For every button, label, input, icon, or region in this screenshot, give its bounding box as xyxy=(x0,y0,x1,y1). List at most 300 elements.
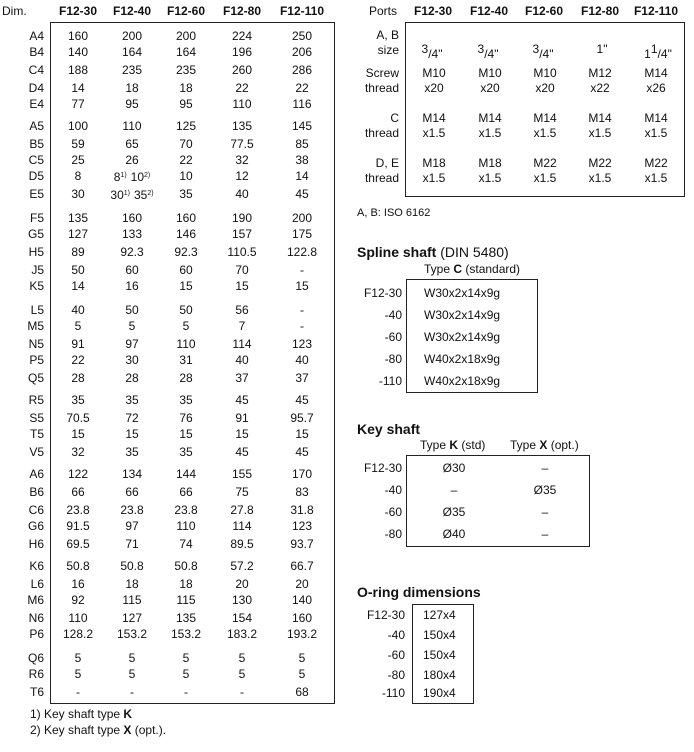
dim-cell: 8 xyxy=(74,169,82,183)
dim-cell: 35 xyxy=(125,445,139,459)
dim-cell: 92 xyxy=(71,593,85,607)
dim-row-h5 xyxy=(0,244,336,260)
dim-cell: 50.8 xyxy=(174,559,198,573)
dim-row-f5 xyxy=(0,210,336,226)
key-row-x: – xyxy=(541,461,549,475)
dim-row-b6 xyxy=(0,484,336,500)
ports-screw-f12-30-len: x20 xyxy=(424,81,444,95)
oring-row-value: 190x4 xyxy=(423,686,456,700)
dim-cell: 91.5 xyxy=(66,519,90,533)
dim-cell: 14 xyxy=(71,279,85,293)
dim-cell: 206 xyxy=(291,45,313,59)
dim-cell: 91 xyxy=(235,411,249,425)
dim-cell: 74 xyxy=(179,537,193,551)
ports-row-c-thread xyxy=(355,111,685,143)
dim-row-t5 xyxy=(0,426,336,442)
ports-c-f12-30: M14 xyxy=(422,111,446,125)
dim-cell: 122 xyxy=(67,467,89,481)
dim-col-f12-60: F12-60 xyxy=(166,4,206,18)
spline-row xyxy=(355,370,545,392)
dim-cell: 40 xyxy=(71,303,85,317)
key-row-label: -40 xyxy=(384,483,402,497)
ports-row-screw-thread xyxy=(355,66,685,98)
dim-cell: 140 xyxy=(291,593,313,607)
spline-row-value: W30x2x14x9g xyxy=(424,286,501,300)
dim-cell: 89 xyxy=(71,245,85,259)
dim-row-label: C5 xyxy=(28,153,44,167)
dim-cell: 160 xyxy=(67,29,89,43)
dim-cell-alt: 10 xyxy=(130,170,145,184)
ports-ab-label-1: A, B xyxy=(376,28,399,42)
key-head-x: Type X (opt.) xyxy=(510,438,579,452)
dim-cell: 15 xyxy=(235,279,249,293)
dim-cell: 75 xyxy=(235,485,249,499)
dim-cell: 5 xyxy=(74,319,82,333)
ports-c-label-1: C xyxy=(390,111,399,125)
dim-cell: 140 xyxy=(67,45,89,59)
ports-c-f12-80: M14 xyxy=(588,111,612,125)
dim-row-label: J5 xyxy=(31,263,44,277)
spline-row-value: W30x2x14x9g xyxy=(424,330,501,344)
dim-cell: 28 xyxy=(125,371,139,385)
ports-screw-f12-60-len: x20 xyxy=(535,81,555,95)
dim-cell: 69.5 xyxy=(66,537,90,551)
ports-screw-f12-80: M12 xyxy=(588,66,612,80)
ports-ab-label-2: size xyxy=(377,43,399,57)
dim-cell: 5 xyxy=(128,319,136,333)
dim-row-e4 xyxy=(0,96,336,112)
dim-cell xyxy=(106,186,158,203)
footnote-marker-2: 2) xyxy=(144,172,151,179)
dim-cell: 110 xyxy=(122,119,142,133)
dim-cell: 190 xyxy=(231,211,253,225)
ports-row-de-thread xyxy=(355,156,685,188)
dim-cell: 65 xyxy=(125,137,139,151)
ports-screw-f12-110: M14 xyxy=(644,66,668,80)
dim-cell: 153.2 xyxy=(170,627,202,641)
dim-row-d4 xyxy=(0,80,336,96)
dim-cell: 22 xyxy=(235,81,249,95)
dim-cell: 35 xyxy=(179,187,193,201)
key-title: Key shaft xyxy=(357,421,421,437)
dim-cell: 56 xyxy=(235,303,249,317)
ports-de-f12-30: M18 xyxy=(422,156,446,170)
dim-cell: 125 xyxy=(175,119,197,133)
dim-cell: 15 xyxy=(295,427,309,441)
dim-cell: 83 xyxy=(295,485,309,499)
oring-row-value: 150x4 xyxy=(423,648,456,662)
dim-cell: 71 xyxy=(125,537,139,551)
dim-cell: 50.8 xyxy=(120,559,144,573)
dim-cell: 5 xyxy=(182,667,190,681)
dim-cell: 25 xyxy=(71,153,85,167)
dim-cell: 57.2 xyxy=(230,559,254,573)
key-row-label: -80 xyxy=(384,527,402,541)
dim-cell: 133 xyxy=(121,227,143,241)
ports-de-f12-40: M18 xyxy=(478,156,502,170)
oring-row xyxy=(355,646,485,664)
ports-ab-size-f12-60: 3/4" xyxy=(532,42,554,61)
dim-row-label: H5 xyxy=(28,245,44,259)
dim-cell: 66 xyxy=(179,485,193,499)
oring-row-label: -40 xyxy=(387,628,405,642)
dim-cell: 30 xyxy=(71,187,85,201)
dim-col-f12-40: F12-40 xyxy=(112,4,152,18)
dim-cell: 100 xyxy=(67,119,89,133)
oring-row-label: -60 xyxy=(387,648,405,662)
key-row xyxy=(355,479,595,501)
ports-de-f12-60: M22 xyxy=(533,156,557,170)
dim-cell: 115 xyxy=(122,593,142,607)
dim-cell: 164 xyxy=(175,45,197,59)
dim-row-label: V5 xyxy=(29,445,44,459)
spline-row-label: -40 xyxy=(384,308,402,322)
oring-row-label: -80 xyxy=(387,668,405,682)
dim-cell: 200 xyxy=(175,29,197,43)
dim-cell: - xyxy=(300,319,304,333)
dim-cell: 40 xyxy=(235,353,249,367)
spline-row-value: W40x2x18x9g xyxy=(424,374,501,388)
dim-cell: 66 xyxy=(71,485,85,499)
ports-screw-label-1: Screw xyxy=(365,66,399,80)
dim-cell: 77.5 xyxy=(230,137,254,151)
dim-cell: 50 xyxy=(125,303,139,317)
dim-row-b4 xyxy=(0,44,336,60)
dim-cell: 160 xyxy=(291,611,313,625)
ports-c-f12-60: M14 xyxy=(533,111,557,125)
ports-c-f12-110-pitch: x1.5 xyxy=(644,126,668,140)
dim-cell: 35 xyxy=(125,393,139,407)
oring-row-label: -110 xyxy=(381,686,405,700)
key-row-x: – xyxy=(541,505,549,519)
dim-cell: 5 xyxy=(298,667,306,681)
dim-cell: 154 xyxy=(231,611,253,625)
dim-cell: 123 xyxy=(291,337,313,351)
ports-de-f12-80: M22 xyxy=(588,156,612,170)
dim-cell: 28 xyxy=(71,371,85,385)
dim-row-label: A4 xyxy=(29,29,44,43)
dim-cell: - xyxy=(300,263,304,277)
dim-cell: 115 xyxy=(176,593,196,607)
dim-cell: 23.8 xyxy=(66,503,90,517)
dim-cell: - xyxy=(76,685,80,699)
dim-cell: 7 xyxy=(238,319,246,333)
ports-de-f12-110: M22 xyxy=(644,156,668,170)
dim-cell: 50 xyxy=(71,263,85,277)
key-row-x: – xyxy=(541,527,549,541)
dim-cell: 28 xyxy=(179,371,193,385)
spline-subhead: Type C (standard) xyxy=(424,262,521,276)
dim-col-f12-30: F12-30 xyxy=(58,4,98,18)
dim-cell: 22 xyxy=(179,153,193,167)
dim-cell: - xyxy=(184,685,188,699)
dim-row-label: E4 xyxy=(29,97,44,111)
dim-row-label: R5 xyxy=(28,393,44,407)
ports-col-f12-30: F12-30 xyxy=(413,4,453,18)
dim-row-label: B6 xyxy=(29,485,44,499)
dim-cell: 70.5 xyxy=(66,411,90,425)
dim-row-label: P6 xyxy=(29,627,44,641)
oring-row xyxy=(355,606,485,624)
key-row-k: Ø35 xyxy=(442,505,466,519)
dim-cell: 130 xyxy=(231,593,253,607)
dim-cell xyxy=(106,168,158,185)
dim-cell: 72 xyxy=(125,411,139,425)
footnote-2: 2) Key shaft type X (opt.). xyxy=(30,723,167,737)
dim-cell: 60 xyxy=(125,263,139,277)
ports-screw-f12-80-len: x22 xyxy=(590,81,610,95)
key-row-label: F12-30 xyxy=(363,461,402,475)
dim-row-label: F5 xyxy=(29,211,44,225)
dim-cell: - xyxy=(130,685,134,699)
ports-de-f12-60-pitch: x1.5 xyxy=(533,171,557,185)
dim-cell: 5 xyxy=(128,667,136,681)
dim-row-label: T6 xyxy=(29,685,44,699)
dim-row-label: M5 xyxy=(27,319,44,333)
dim-row-r6 xyxy=(0,666,336,682)
dim-row-label: L6 xyxy=(30,577,44,591)
dim-cell: 35 xyxy=(179,393,193,407)
dim-cell: 110 xyxy=(176,337,196,351)
dim-cell: 45 xyxy=(235,445,249,459)
ports-c-f12-60-pitch: x1.5 xyxy=(533,126,557,140)
dim-cell: 16 xyxy=(71,577,85,591)
dim-cell: 10 xyxy=(179,169,193,183)
ports-screw-f12-110-len: x26 xyxy=(646,81,666,95)
ports-de-f12-40-pitch: x1.5 xyxy=(478,171,502,185)
dim-row-label: A6 xyxy=(29,467,44,481)
dim-cell: 50 xyxy=(179,303,193,317)
dim-cell: 66 xyxy=(125,485,139,499)
dim-cell: 110 xyxy=(68,611,88,625)
key-row-x: Ø35 xyxy=(533,483,557,497)
dim-cell: 40 xyxy=(295,353,309,367)
footnote-marker-2: 2) xyxy=(147,190,154,197)
dim-cell: 37 xyxy=(235,371,249,385)
dim-cell: 224 xyxy=(231,29,253,43)
dim-cell: 32 xyxy=(235,153,249,167)
dim-cell: 50.8 xyxy=(66,559,90,573)
ports-de-f12-110-pitch: x1.5 xyxy=(644,171,668,185)
dim-row-a5 xyxy=(0,118,336,134)
dim-row-c6 xyxy=(0,502,336,518)
dim-cell: 31 xyxy=(179,353,193,367)
dim-cell: 286 xyxy=(291,63,313,77)
dim-cell: 250 xyxy=(291,29,313,43)
dim-row-q6 xyxy=(0,650,336,666)
dim-cell: 134 xyxy=(121,467,143,481)
dim-cell: 5 xyxy=(298,651,306,665)
dim-row-label: D5 xyxy=(28,169,44,183)
dim-cell: 45 xyxy=(295,187,309,201)
dim-row-p6 xyxy=(0,626,336,642)
dimensions-header xyxy=(0,4,336,22)
ports-col-f12-80: F12-80 xyxy=(580,4,620,18)
dim-cell: 18 xyxy=(125,577,139,591)
dim-col-f12-110: F12-110 xyxy=(279,4,325,18)
spline-row-label: F12-30 xyxy=(363,286,402,300)
dim-cell: 23.8 xyxy=(174,503,198,517)
dim-cell: 193.2 xyxy=(286,627,318,641)
spline-row-label: -80 xyxy=(384,352,402,366)
dim-cell: 123 xyxy=(291,519,313,533)
oring-row-value: 127x4 xyxy=(423,608,456,622)
dim-cell: 22 xyxy=(295,81,309,95)
dim-cell: 26 xyxy=(125,153,139,167)
oring-row xyxy=(355,684,485,702)
spline-title: Spline shaft (DIN 5480) xyxy=(357,244,509,260)
dim-cell: 5 xyxy=(182,319,190,333)
dim-row-r5 xyxy=(0,392,336,408)
ports-c-label-2: thread xyxy=(364,126,399,140)
dim-cell: 18 xyxy=(125,81,139,95)
dim-row-label: C4 xyxy=(28,63,44,77)
dim-row-label: G5 xyxy=(27,227,44,241)
dim-cell: 200 xyxy=(291,211,313,225)
dim-cell: 135 xyxy=(175,611,197,625)
dim-cell: 5 xyxy=(74,651,82,665)
spline-row-label: -110 xyxy=(378,374,402,388)
dim-cell: 175 xyxy=(291,227,313,241)
dim-cell: 135 xyxy=(67,211,89,225)
key-row-label: -60 xyxy=(384,505,402,519)
spline-row-label: -60 xyxy=(384,330,402,344)
dim-cell: 110 xyxy=(232,97,252,111)
dim-cell: 15 xyxy=(295,279,309,293)
dim-cell: 38 xyxy=(295,153,309,167)
dim-cell: 18 xyxy=(179,81,193,95)
ports-screw-f12-60: M10 xyxy=(533,66,557,80)
dim-cell: 160 xyxy=(175,211,197,225)
iso-note: A, B: ISO 6162 xyxy=(357,207,431,219)
dim-cell: 5 xyxy=(238,651,246,665)
dim-cell-alt: 35 xyxy=(134,188,148,202)
ports-ab-size-f12-30: 3/4" xyxy=(421,42,443,61)
dim-row-g5 xyxy=(0,226,336,242)
dim-cell: 122.8 xyxy=(286,245,318,259)
dim-cell: 260 xyxy=(231,63,253,77)
dim-cell: 92.3 xyxy=(174,245,198,259)
ports-de-f12-30-pitch: x1.5 xyxy=(422,171,446,185)
dim-cell: 89.5 xyxy=(230,537,254,551)
dim-cell: - xyxy=(300,303,304,317)
dim-row-label: E5 xyxy=(29,187,44,201)
dim-cell: 20 xyxy=(235,577,249,591)
dim-row-n5 xyxy=(0,336,336,352)
oring-row-value: 180x4 xyxy=(423,668,456,682)
dim-cell: 15 xyxy=(125,427,139,441)
dim-cell: 15 xyxy=(179,427,193,441)
dim-cell: 15 xyxy=(235,427,249,441)
spline-row xyxy=(355,348,545,370)
ports-row-ab-size xyxy=(355,28,685,60)
dim-cell: 37 xyxy=(295,371,309,385)
spline-row xyxy=(355,304,545,326)
dim-cell: 235 xyxy=(121,63,143,77)
dim-cell: 95.7 xyxy=(290,411,314,425)
dim-cell: 31.8 xyxy=(290,503,314,517)
dim-cell: 85 xyxy=(295,137,309,151)
dim-cell: 45 xyxy=(295,445,309,459)
dim-row-m5 xyxy=(0,318,336,334)
dim-cell: 18 xyxy=(179,577,193,591)
dim-cell: 93.7 xyxy=(290,537,314,551)
dim-cell: 5 xyxy=(238,667,246,681)
ports-screw-label-2: thread xyxy=(364,81,399,95)
dim-row-label: A5 xyxy=(29,119,44,133)
dim-cell: 114 xyxy=(232,337,252,351)
ports-screw-f12-40: M10 xyxy=(478,66,502,80)
dim-row-e5 xyxy=(0,186,336,202)
dim-cell: 70 xyxy=(179,137,193,151)
dim-row-q5 xyxy=(0,370,336,386)
dim-cell: 155 xyxy=(231,467,253,481)
dim-cell: 146 xyxy=(175,227,197,241)
spline-row xyxy=(355,282,545,304)
ports-c-f12-40: M14 xyxy=(478,111,502,125)
dim-row-c5 xyxy=(0,152,336,168)
footnotes xyxy=(30,706,166,738)
dim-cell: 5 xyxy=(182,651,190,665)
dim-cell: 70 xyxy=(235,263,249,277)
dim-row-n6 xyxy=(0,610,336,626)
dim-row-label: M6 xyxy=(27,593,44,607)
oring-row-label: F12-30 xyxy=(366,608,405,622)
dim-row-g6 xyxy=(0,518,336,534)
dim-row-c4 xyxy=(0,62,336,78)
dim-cell: 40 xyxy=(235,187,249,201)
dim-cell-base: 30 xyxy=(110,188,124,202)
oring-title: O-ring dimensions xyxy=(357,584,481,600)
dim-cell: 153.2 xyxy=(116,627,148,641)
dim-cell: 60 xyxy=(179,263,193,277)
dim-cell: 45 xyxy=(235,393,249,407)
dim-row-j5 xyxy=(0,262,336,278)
ports-c-f12-80-pitch: x1.5 xyxy=(588,126,612,140)
spline-row-value: W40x2x18x9g xyxy=(424,352,501,366)
dim-cell: 22 xyxy=(71,353,85,367)
dim-row-h6 xyxy=(0,536,336,552)
dim-cell: 128.2 xyxy=(62,627,94,641)
spline-row-value: W30x2x14x9g xyxy=(424,308,501,322)
dim-header-label: Dim. xyxy=(2,4,27,18)
ports-ab-size-f12-40: 3/4" xyxy=(477,42,499,61)
dim-cell: 45 xyxy=(295,393,309,407)
dim-cell: 135 xyxy=(231,119,253,133)
dim-row-l6 xyxy=(0,576,336,592)
dim-cell: 95 xyxy=(179,97,193,111)
ports-de-label-1: D, E xyxy=(375,156,399,170)
dim-cell: 110.5 xyxy=(227,245,257,259)
dim-row-t6 xyxy=(0,684,336,700)
dim-cell: 97 xyxy=(125,337,139,351)
dim-cell: 35 xyxy=(71,393,85,407)
ports-c-f12-30-pitch: x1.5 xyxy=(422,126,446,140)
dim-cell: 188 xyxy=(67,63,89,77)
dim-cell: 14 xyxy=(71,81,85,95)
dim-cell: 20 xyxy=(295,577,309,591)
dim-cell: 92.3 xyxy=(120,245,144,259)
dim-cell: 91 xyxy=(71,337,85,351)
key-row-k: – xyxy=(450,483,458,497)
key-row xyxy=(355,457,595,479)
dim-cell: 114 xyxy=(232,519,252,533)
key-row-k: Ø40 xyxy=(442,527,466,541)
dim-row-label: N5 xyxy=(28,337,44,351)
dim-row-a4 xyxy=(0,28,336,44)
dim-cell: 77 xyxy=(71,97,85,111)
dim-cell: 14 xyxy=(295,169,309,183)
